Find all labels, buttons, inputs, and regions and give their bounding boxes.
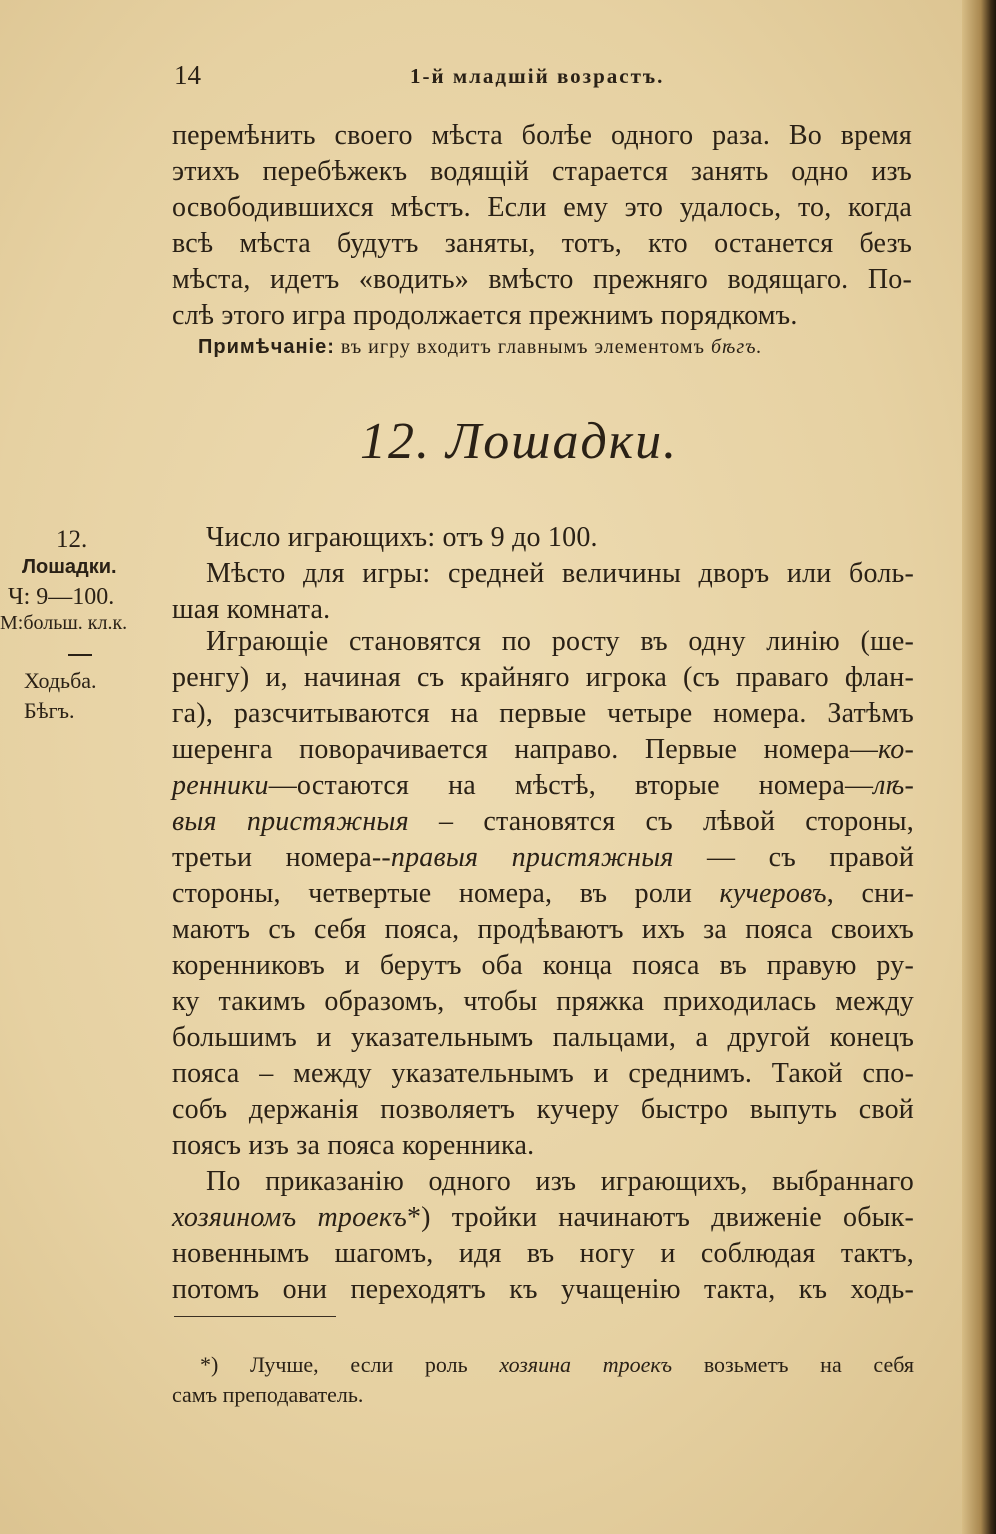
text-line: перемѣнить своего мѣста болѣе одного раза. Во время <box>172 120 912 151</box>
text-line: слѣ этого игра продолжается прежнимъ порядкомъ. <box>172 300 798 331</box>
text-line: потомъ они переходятъ къ учащенію такта, къ ходь- <box>172 1274 914 1305</box>
margin-divider <box>68 654 92 656</box>
section-heading: 12. Лошадки. <box>360 413 679 470</box>
text-line: собъ держанія позволяетъ кучеру быстро выпуть свой <box>172 1094 914 1125</box>
text-line: третьи номера--правыя пристяжныя — съ правой <box>172 842 915 873</box>
margin-movement: Ходьба. <box>24 668 97 693</box>
margin-number: 12. <box>56 526 88 553</box>
text-line: выя пристяжныя – становятся съ лѣвой стороны, <box>172 806 914 837</box>
text-line: мѣста, идетъ «водить» вмѣсто прежняго водящаго. По- <box>172 264 912 295</box>
running-title: 1-й младшій возрастъ. <box>410 64 665 88</box>
margin-place: М:больш. кл.к. <box>0 612 128 634</box>
text-line: новеннымъ шагомъ, идя въ ногу и соблюдая тактъ, <box>172 1238 914 1269</box>
text-line: Число играющихъ: отъ 9 до 100. <box>206 522 598 553</box>
note-label: Примѣчаніе: <box>198 336 335 358</box>
text-line: всѣ мѣста будутъ заняты, тотъ, кто останется безъ <box>172 228 912 259</box>
text-line: большимъ и указательнымъ пальцами, а другой конецъ <box>172 1022 914 1053</box>
text-line: шая комната. <box>172 594 331 625</box>
text-line: хозяиномъ троекъ*) тройки начинаютъ движеніе обык- <box>172 1202 914 1233</box>
margin-game-name: Лошадки. <box>22 556 117 578</box>
margin-players: Ч: 9—100. <box>8 584 115 610</box>
text-line: Мѣсто для игры: средней величины дворъ или боль- <box>206 558 914 589</box>
text-line: шеренга поворачивается направо. Первые номера—ко- <box>172 734 914 765</box>
book-spine-shadow <box>962 0 996 1534</box>
footnote-line: *) Лучше, если роль хозяина троекъ возьметъ на себя <box>200 1352 914 1377</box>
note-text: въ игру входитъ главнымъ элементомъ <box>334 336 711 358</box>
text-line: ренгу) и, начиная съ крайняго игрока (съ праваго флан- <box>172 662 914 693</box>
text-line: Играющіе становятся по росту въ одну линію (ше- <box>206 626 914 657</box>
text-line: га), разсчитываются на первые четыре номера. Затѣмъ <box>172 698 914 729</box>
text-line: коренниковъ и берутъ оба конца пояса въ правую ру- <box>172 950 914 981</box>
footnote-rule <box>174 1316 336 1317</box>
text-line: этихъ перебѣжекъ водящій старается занять одно изъ <box>172 156 912 187</box>
page-number: 14 <box>174 60 201 90</box>
text-line: стороны, четвертые номера, въ роли кучеровъ, сни- <box>172 878 915 909</box>
text-line: ку такимъ образомъ, чтобы пряжка приходилась между <box>172 986 914 1017</box>
text-line: поясъ изъ за пояса коренника. <box>172 1130 535 1161</box>
text-line: ренники—остаются на мѣстѣ, вторые номера—лѣ- <box>172 770 914 801</box>
margin-movement: Бѣгъ. <box>24 698 75 723</box>
footnote-line: самъ преподаватель. <box>172 1382 364 1407</box>
note <box>198 336 903 359</box>
note-italic: бѣгъ. <box>710 336 763 358</box>
text-line: освободившихся мѣстъ. Если ему это удалось, то, когда <box>172 192 912 223</box>
text-line: По приказанію одного изъ играющихъ, выбраннаго <box>206 1166 914 1197</box>
text-line: маютъ съ себя пояса, продѣваютъ ихъ за пояса своихъ <box>172 914 914 945</box>
text-line: пояса – между указательнымъ и среднимъ. Такой спо- <box>172 1058 914 1089</box>
